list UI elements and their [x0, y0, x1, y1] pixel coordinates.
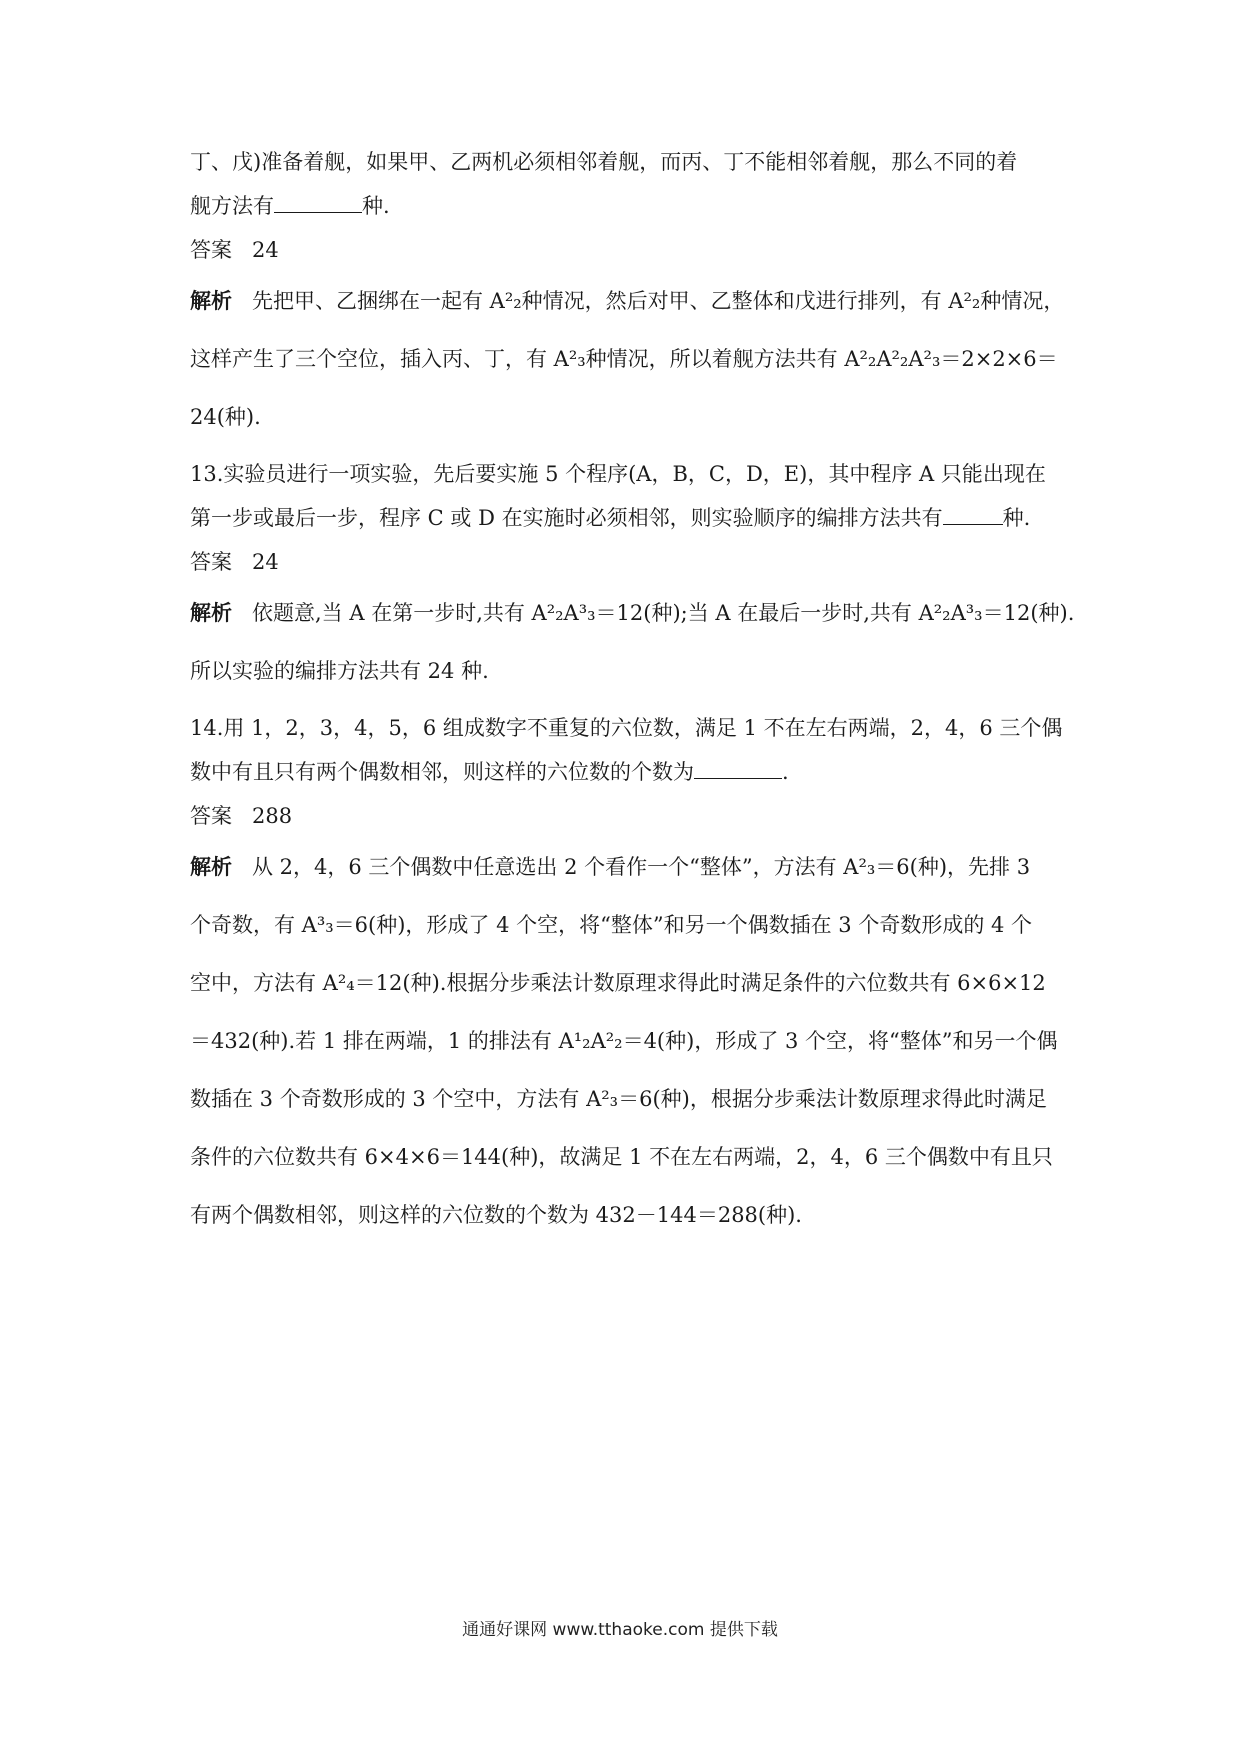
- q12-stem-suffix: 种.: [362, 194, 390, 218]
- q13-analysis-line-2: 所以实验的编排方法共有 24 种.: [190, 659, 489, 683]
- answer-blank: [274, 191, 362, 213]
- page-footer: 通通好课网 www.tthaoke.com 提供下载: [462, 1620, 778, 1640]
- analysis-label: 解析: [190, 854, 232, 879]
- q14-analysis-line-5: 数插在 3 个奇数形成的 3 个空中，方法有 A²₃＝6(种)，根据分步乘法计数原理求得此时满足: [190, 1087, 1047, 1111]
- q12-analysis-line-3: 24(种).: [190, 405, 261, 429]
- q14-analysis-line-2: 个奇数，有 A³₃＝6(种)，形成了 4 个空，将“整体”和另一个偶数插在 3 个奇数形成的 4 个: [190, 913, 1033, 937]
- q12-analysis-line-1: [190, 272, 1065, 330]
- analysis-text: 从 2，4，6 三个偶数中任意选出 2 个看作一个“整体”，方法有 A²₃＝6(种)，先排 3: [252, 855, 1031, 879]
- answer-label: 答案: [190, 238, 232, 262]
- document-body: [190, 140, 1075, 1244]
- q14-analysis-line-6: 条件的六位数共有 6×4×6＝144(种)，故满足 1 不在左右两端，2，4，6 三个偶数中有且只: [190, 1145, 1053, 1169]
- q14-answer: [190, 794, 1060, 838]
- analysis-label: 解析: [190, 600, 232, 625]
- q14-analysis-line-7: 有两个偶数相邻，则这样的六位数的个数为 432－144＝288(种).: [190, 1203, 802, 1227]
- q14-stem-line-1: 14.用 1，2，3，4，5，6 组成数字不重复的六位数，满足 1 不在左右两端，2，4，6 三个偶: [190, 716, 1063, 740]
- q13-answer: [190, 540, 1060, 584]
- q12-stem-text: 舰方法有: [190, 194, 274, 218]
- q12-stem-line-2: [190, 184, 1060, 228]
- analysis-label: 解析: [190, 288, 232, 313]
- answer-value: 288: [252, 804, 293, 828]
- q14-analysis-line-1: [190, 838, 1060, 896]
- q12-analysis-line-2: 这样产生了三个空位，插入丙、丁，有 A²₃种情况，所以着舰方法共有 A²₂A²₂A²₃＝2×2×6＝: [190, 347, 1058, 371]
- answer-blank: [943, 503, 1003, 525]
- q14-analysis-line-3: 空中，方法有 A²₄＝12(种).根据分步乘法计数原理求得此时满足条件的六位数共有 6×6×12: [190, 971, 1046, 995]
- q12-answer: [190, 228, 1060, 272]
- q14-stem-suffix: .: [782, 760, 789, 784]
- answer-blank: [694, 757, 782, 779]
- answer-label: 答案: [190, 550, 232, 574]
- analysis-text: 依题意,当 A 在第一步时,共有 A²₂A³₃＝12(种);当 A 在最后一步时,共有 A²₂A³₃＝12(种).: [252, 601, 1075, 625]
- answer-value: 24: [252, 238, 279, 262]
- answer-label: 答案: [190, 804, 232, 828]
- q13-stem-suffix: 种.: [1002, 506, 1031, 530]
- q13-stem-text: 第一步或最后一步，程序 C 或 D 在实施时必须相邻，则实验顺序的编排方法共有: [190, 506, 943, 530]
- q13-analysis-line-1: [190, 584, 1075, 642]
- q13-stem-line-2: [190, 496, 1060, 540]
- answer-value: 24: [252, 550, 279, 574]
- q14-stem-text: 数中有且只有两个偶数相邻，则这样的六位数的个数为: [190, 760, 694, 784]
- q14-stem-line-2: [190, 750, 1060, 794]
- q13-stem-line-1: 13.实验员进行一项实验，先后要实施 5 个程序(A，B，C，D，E)，其中程序 A 只能出现在: [190, 462, 1046, 486]
- q12-stem-line-1: 丁、戊)准备着舰，如果甲、乙两机必须相邻着舰，而丙、丁不能相邻着舰，那么不同的着: [190, 150, 1018, 174]
- q14-analysis-line-4: ＝432(种).若 1 排在两端，1 的排法有 A¹₂A²₂＝4(种)，形成了 3 个空，将“整体”和另一个偶: [190, 1029, 1058, 1053]
- analysis-text: 先把甲、乙捆绑在一起有 A²₂种情况，然后对甲、乙整体和戊进行排列，有 A²₂种情况，: [252, 289, 1065, 313]
